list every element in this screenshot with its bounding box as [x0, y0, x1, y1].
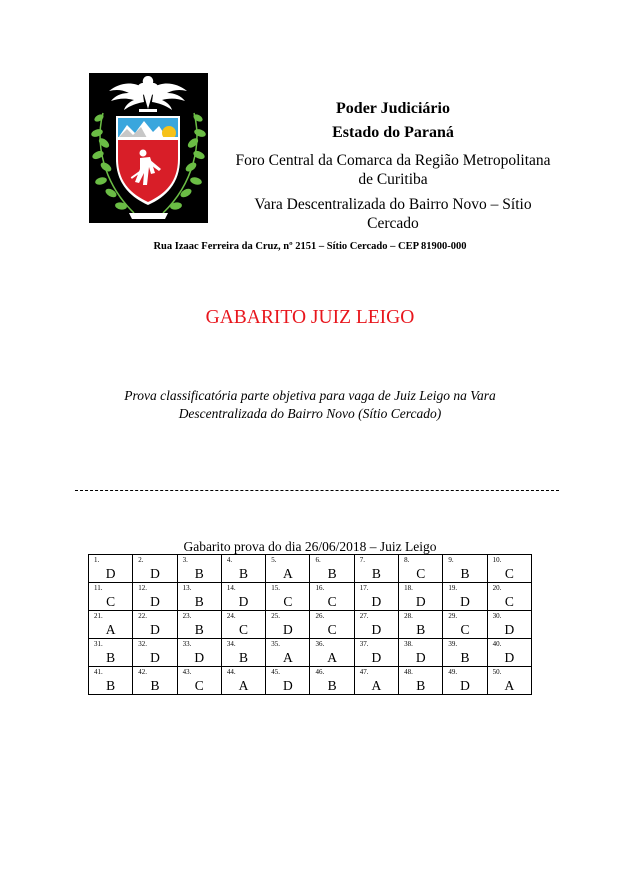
answer-letter: C — [106, 594, 116, 609]
forum-name: Foro Central da Comarca da Região Metropolitana de Curitiba — [235, 152, 551, 188]
question-number: 2. — [138, 556, 144, 564]
answer-cell — [221, 611, 265, 639]
question-number: 36. — [315, 640, 325, 648]
question-number: 7. — [359, 556, 366, 564]
question-number: 38. — [404, 640, 413, 648]
answer-cell — [443, 555, 487, 583]
answer-letter: C — [327, 594, 337, 609]
question-number: 27. — [359, 612, 369, 620]
answer-letter: D — [504, 650, 515, 665]
question-number: 4. — [226, 556, 233, 564]
answer-cell — [221, 639, 265, 667]
answer-cell — [354, 667, 398, 695]
answer-letter: A — [371, 678, 382, 693]
question-number: 49. — [448, 668, 458, 676]
answer-letter: A — [282, 650, 293, 665]
answer-letter: C — [416, 566, 426, 581]
question-number: 1. — [94, 556, 100, 564]
answer-cell — [266, 583, 310, 611]
answer-cell — [266, 639, 310, 667]
answer-letter: D — [282, 622, 293, 637]
answer-letter: B — [460, 650, 470, 665]
state-name: Estado do Paraná — [332, 124, 454, 141]
question-number: 11. — [94, 584, 103, 592]
answer-letter: D — [504, 622, 515, 637]
answer-letter: B — [194, 594, 204, 609]
question-number: 47. — [359, 668, 369, 676]
answer-cell — [310, 667, 354, 695]
question-number: 9. — [448, 556, 454, 564]
answer-cell — [354, 639, 398, 667]
answer-letter: C — [327, 622, 337, 637]
question-number: 40. — [492, 640, 502, 648]
question-number: 17. — [359, 584, 369, 592]
question-number: 19. — [448, 584, 458, 592]
question-number: 8. — [404, 556, 410, 564]
question-number: 50. — [492, 668, 502, 676]
question-number: 37. — [359, 640, 369, 648]
answer-cell — [487, 555, 531, 583]
answer-letter: D — [150, 650, 160, 665]
answer-cell — [443, 583, 487, 611]
answer-letter: D — [371, 650, 382, 665]
answer-letter: A — [282, 566, 293, 581]
answer-letter: B — [371, 566, 381, 581]
answer-letter: D — [150, 622, 160, 637]
answer-letter: C — [194, 678, 204, 693]
answer-letter: C — [460, 622, 470, 637]
answer-cell — [354, 583, 398, 611]
answer-letter: B — [239, 650, 249, 665]
answer-letter: A — [504, 678, 515, 693]
question-number: 39. — [448, 640, 458, 648]
question-number: 33. — [182, 640, 192, 648]
answer-cell — [487, 667, 531, 695]
answer-cell — [487, 611, 531, 639]
question-number: 23. — [182, 612, 192, 620]
answer-cell — [310, 639, 354, 667]
answer-cell — [89, 583, 133, 611]
question-number: 34. — [226, 640, 236, 648]
answer-cell — [443, 639, 487, 667]
question-number: 13. — [182, 584, 192, 592]
table-row — [89, 611, 532, 639]
question-number: 21. — [94, 612, 103, 620]
answer-cell — [266, 555, 310, 583]
answer-cell — [443, 667, 487, 695]
answer-letter: D — [371, 594, 382, 609]
question-number: 25. — [271, 612, 280, 620]
question-number: 12. — [138, 584, 148, 592]
answer-cell — [177, 667, 221, 695]
answer-letter: D — [238, 594, 249, 609]
question-number: 29. — [448, 612, 458, 620]
answer-letter: C — [504, 594, 514, 609]
question-number: 26. — [315, 612, 325, 620]
answer-cell — [89, 667, 133, 695]
answer-cell — [177, 639, 221, 667]
question-number: 44. — [226, 668, 236, 676]
answer-letter: B — [150, 678, 160, 693]
answer-cell — [133, 555, 177, 583]
answer-letter: C — [239, 622, 249, 637]
table-row — [89, 639, 532, 667]
question-number: 48. — [404, 668, 413, 676]
answer-cell — [487, 639, 531, 667]
answer-key-table — [88, 554, 532, 695]
answer-letter: D — [105, 566, 116, 581]
answer-letter: B — [239, 566, 249, 581]
answer-cell — [133, 639, 177, 667]
answer-cell — [133, 583, 177, 611]
answer-cell — [266, 667, 310, 695]
answer-letter: D — [194, 650, 205, 665]
question-number: 24. — [226, 612, 236, 620]
table-caption: Gabarito prova do dia 26/06/2018 – Juiz Leigo — [183, 539, 437, 554]
question-number: 28. — [404, 612, 413, 620]
answer-cell — [177, 555, 221, 583]
answer-letter: B — [194, 566, 204, 581]
question-number: 42. — [138, 668, 148, 676]
answer-letter: B — [460, 566, 470, 581]
question-number: 22. — [138, 612, 148, 620]
court-header — [228, 97, 558, 233]
answer-cell — [133, 611, 177, 639]
court-division: Vara Descentralizada do Bairro Novo – Sítio Cercado — [254, 196, 532, 232]
answer-cell — [443, 611, 487, 639]
question-number: 10. — [492, 556, 502, 564]
answer-cell — [354, 555, 398, 583]
answer-cell — [89, 611, 133, 639]
answer-letter: A — [327, 650, 337, 665]
question-number: 16. — [315, 584, 325, 592]
answer-letter: A — [105, 622, 116, 637]
answer-letter: B — [416, 678, 426, 693]
question-number: 43. — [182, 668, 192, 676]
answer-letter: D — [282, 678, 293, 693]
answer-letter: D — [150, 594, 160, 609]
answer-letter: B — [106, 678, 116, 693]
dashed-divider — [75, 490, 559, 491]
answer-letter: D — [460, 594, 470, 609]
answer-letter: D — [371, 622, 382, 637]
answer-cell — [89, 639, 133, 667]
question-number: 45. — [271, 668, 280, 676]
question-number: 5. — [271, 556, 277, 564]
document-title: GABARITO JUIZ LEIGO — [205, 307, 415, 328]
answer-cell — [399, 555, 443, 583]
table-row — [89, 555, 532, 583]
answer-cell — [221, 583, 265, 611]
answer-letter: B — [327, 566, 337, 581]
question-number: 46. — [315, 668, 325, 676]
court-name: Poder Judiciário — [336, 100, 450, 117]
answer-cell — [310, 555, 354, 583]
answer-letter: A — [238, 678, 249, 693]
question-number: 41. — [94, 668, 103, 676]
table-row — [89, 667, 532, 695]
answer-letter: D — [415, 594, 426, 609]
answer-cell — [221, 667, 265, 695]
table-row — [89, 583, 532, 611]
answer-letter: B — [106, 650, 116, 665]
answer-cell — [266, 611, 310, 639]
court-address: Rua Izaac Ferreira da Cruz, nº 2151 – Sítio Cercado – CEP 81900-000 — [153, 241, 467, 252]
answer-cell — [133, 667, 177, 695]
answer-cell — [221, 555, 265, 583]
question-number: 35. — [271, 640, 280, 648]
answer-cell — [487, 583, 531, 611]
document-subtitle: Prova classificatória parte objetiva para vaga de Juiz Leigo na Vara Descentralizada do Bairro Novo (Sítio Cercado) — [124, 388, 496, 421]
answer-letter: D — [415, 650, 426, 665]
answer-letter: D — [460, 678, 470, 693]
answer-letter: B — [194, 622, 204, 637]
answer-cell — [399, 639, 443, 667]
question-number: 32. — [138, 640, 148, 648]
question-number: 18. — [404, 584, 413, 592]
question-number: 3. — [182, 556, 188, 564]
answer-cell — [177, 583, 221, 611]
answer-cell — [310, 583, 354, 611]
answer-cell — [354, 611, 398, 639]
question-number: 14. — [226, 584, 236, 592]
answer-letter: D — [150, 566, 160, 581]
question-number: 30. — [492, 612, 502, 620]
answer-letter: C — [283, 594, 293, 609]
question-number: 20. — [492, 584, 502, 592]
answer-cell — [399, 667, 443, 695]
answer-cell — [177, 611, 221, 639]
answer-cell — [399, 583, 443, 611]
answer-cell — [399, 611, 443, 639]
answer-cell — [310, 611, 354, 639]
answer-letter: B — [416, 622, 426, 637]
answer-letter: C — [504, 566, 514, 581]
question-number: 31. — [94, 640, 103, 648]
question-number: 6. — [315, 556, 321, 564]
answer-cell — [89, 555, 133, 583]
parana-coat-of-arms-icon — [89, 73, 208, 223]
answer-letter: B — [327, 678, 337, 693]
question-number: 15. — [271, 584, 280, 592]
